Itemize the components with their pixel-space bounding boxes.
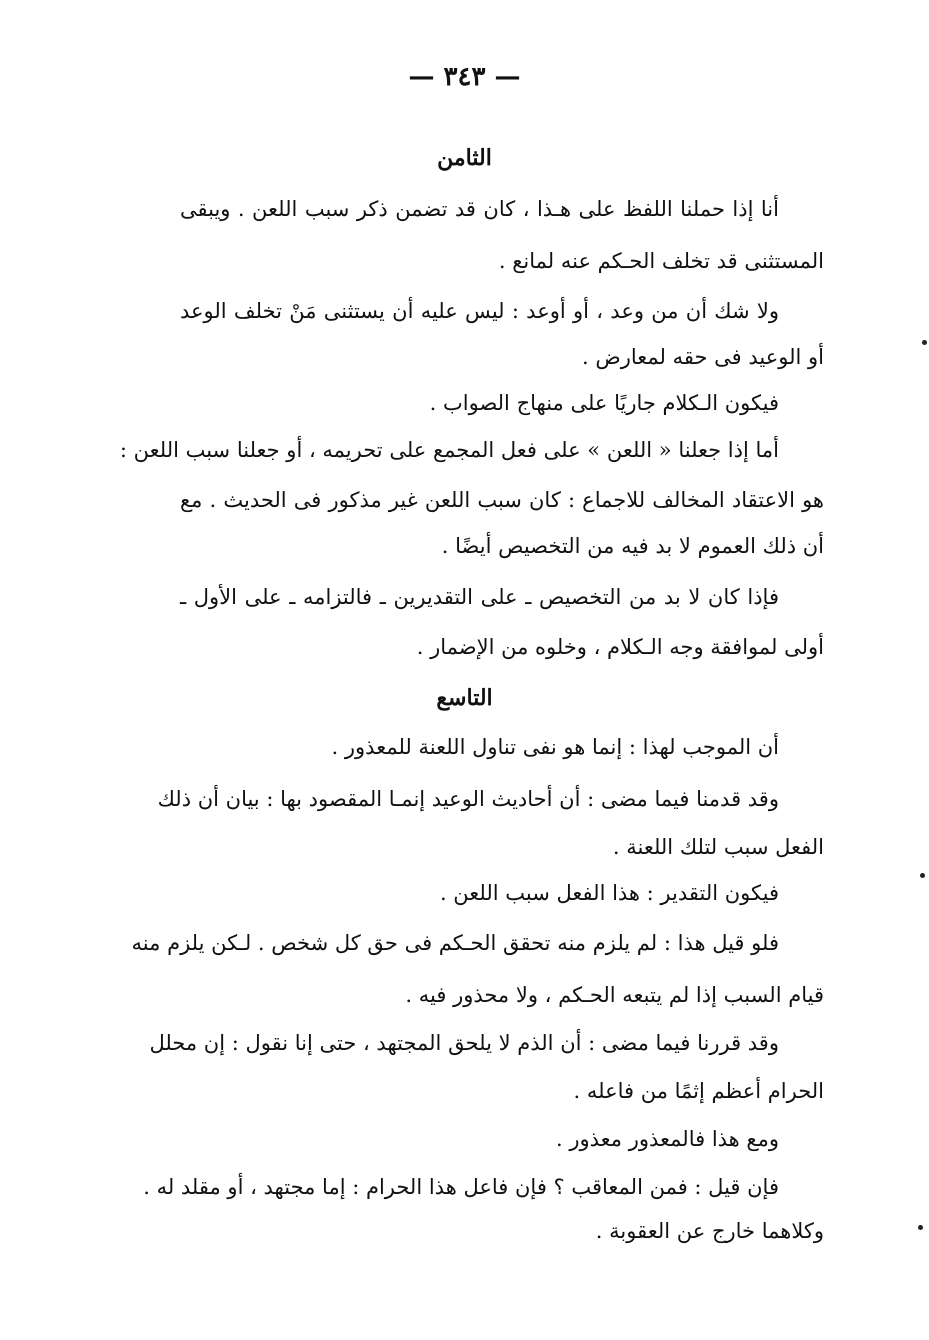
- text-line: فإن قيل : فمن المعاقب ؟ فإن فاعل هذا الحرام : إما مجتهد ، أو مقلد له .: [143, 1175, 779, 1199]
- text-line: قيام السبب إذا لم يتبعه الحـكم ، ولا محذور فيه .: [405, 983, 824, 1007]
- text-line: فيكون الـكلام جاريًا على منهاج الصواب .: [429, 391, 779, 415]
- section-heading-ninth: التاسع: [436, 685, 493, 711]
- text-line: وقد قدمنا فيما مضى : أن أحاديث الوعيد إنمـا المقصود بها : بيان أن ذلك: [157, 787, 779, 811]
- text-line: أنا إذا حملنا اللفظ على هـذا ، كان قد تضمن ذكر سبب اللعن . ويبقى: [180, 197, 779, 221]
- text-line: ومع هذا فالمعذور معذور .: [556, 1127, 779, 1151]
- text-line: أولى لموافقة وجه الـكلام ، وخلوه من الإضمار .: [416, 635, 824, 659]
- text-line: أن الموجب لهذا : إنما هو نفى تناول اللعنة للمعذور .: [331, 735, 779, 759]
- text-line: الفعل سبب لتلك اللعنة .: [612, 835, 824, 859]
- page-number: — ٣٤٣ —: [408, 62, 521, 92]
- section-heading-eighth: الثامن: [437, 145, 492, 171]
- text-line: وقد قررنا فيما مضى : أن الذم لا يلحق المجتهد ، حتى إنا نقول : إن محلل: [149, 1031, 779, 1055]
- text-line: فإذا كان لا بد من التخصيص ـ على التقديرين ـ فالتزامه ـ على الأول ـ: [180, 585, 779, 609]
- text-line: الحرام أعظم إثمًا من فاعله .: [573, 1079, 824, 1103]
- text-line: أو الوعيد فى حقه لمعارض .: [581, 345, 824, 369]
- scan-speck: [920, 873, 925, 878]
- text-line: فلو قيل هذا : لم يلزم منه تحقق الحـكم فى حق كل شخص . لـكن يلزم منه: [131, 931, 779, 955]
- text-line: هو الاعتقاد المخالف للاجماع : كان سبب اللعن غير مذكور فى الحديث . مع: [180, 488, 824, 512]
- text-line: أما إذا جعلنا « اللعن » على فعل المجمع على تحريمه ، أو جعلنا سبب اللعن :: [119, 438, 779, 462]
- text-line: أن ذلك العموم لا بد فيه من التخصيص أيضًا .: [441, 534, 824, 558]
- text-line: المستثنى قد تخلف الحـكم عنه لمانع .: [498, 249, 824, 273]
- text-line: وكلاهما خارج عن العقوبة .: [595, 1219, 824, 1243]
- scan-speck: [922, 340, 927, 345]
- scan-speck: [918, 1225, 923, 1230]
- text-line: فيكون التقدير : هذا الفعل سبب اللعن .: [439, 881, 779, 905]
- text-line: ولا شك أن من وعد ، أو أوعد : ليس عليه أن يستثنى مَنْ تخلف الوعد: [180, 299, 779, 323]
